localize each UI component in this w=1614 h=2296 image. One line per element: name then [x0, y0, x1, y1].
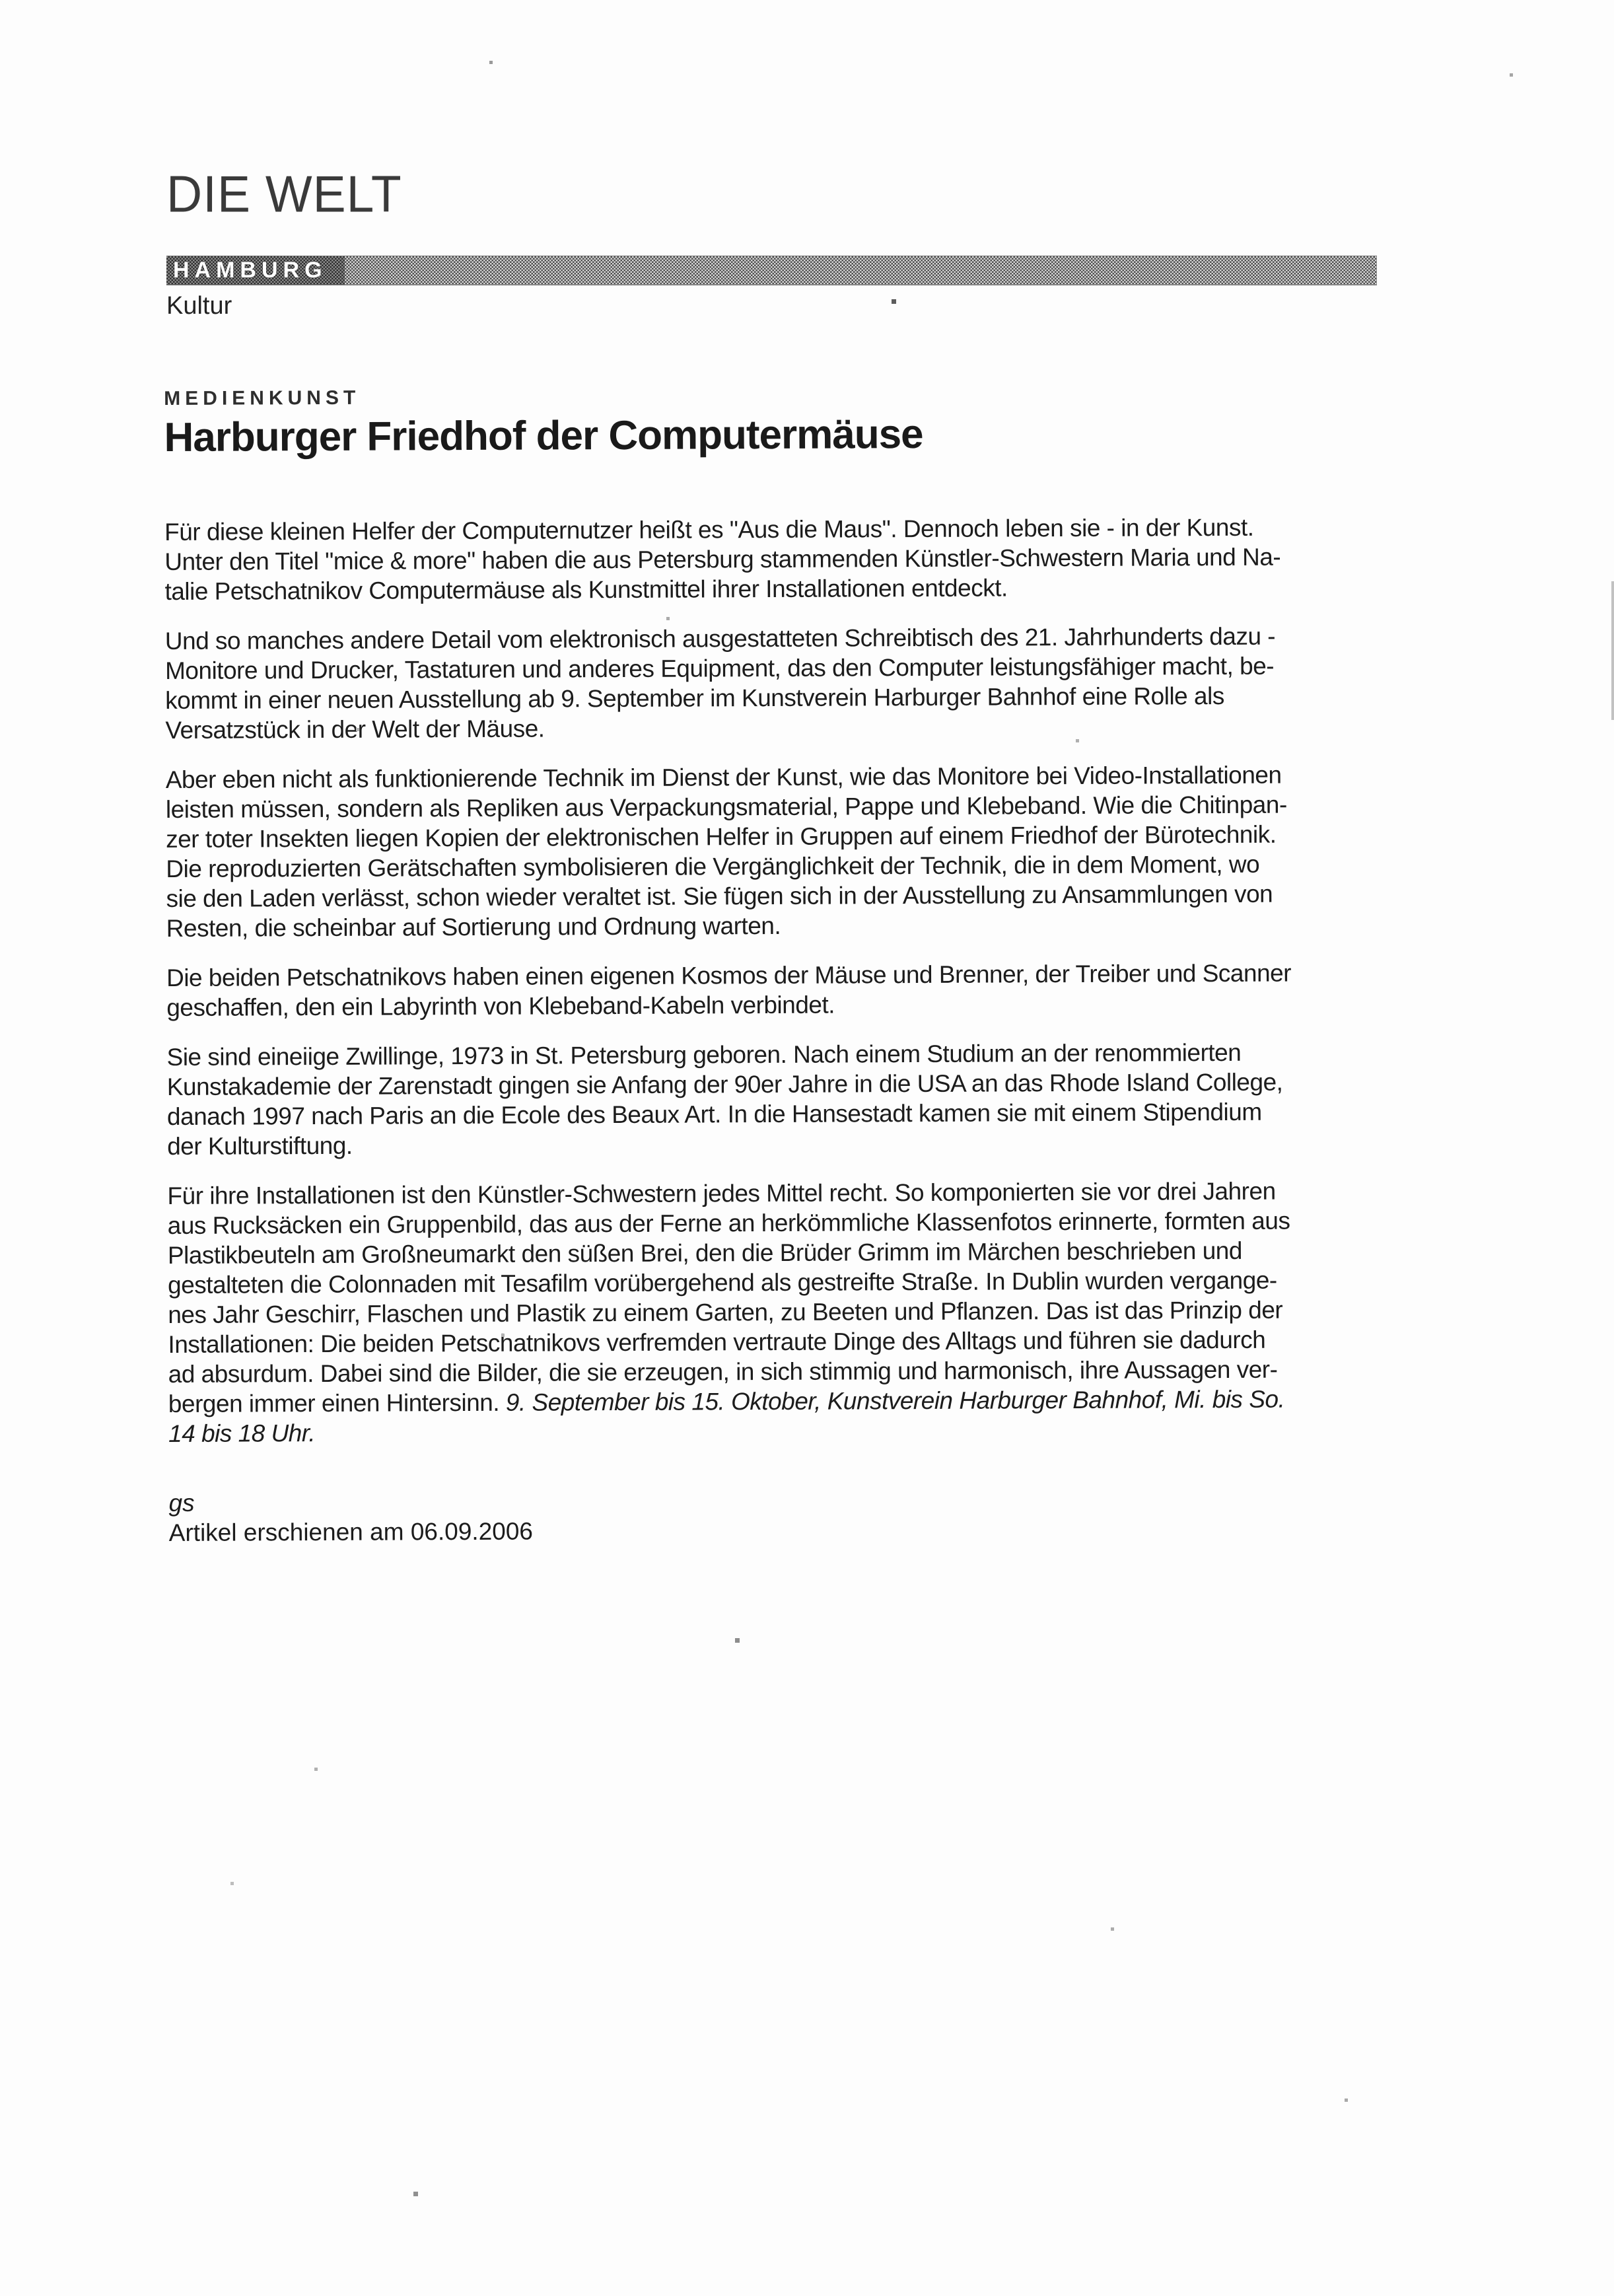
article-paragraph-text: Für ihre Installationen ist den Künstler-Schwestern jedes Mittel recht. So komponierten sie vor drei Jahren aus Rucksäcken ein Gruppenbild, das aus der Ferne an herkömmliche Klassenfotos erinnerte, formten aus Plastikbeuteln am Großneumarkt den süßen Brei, den die Brüder Grimm im Märchen beschrieben und gestalteten die Colonnaden mit Tesafilm vorübergehend als gestreifte Straße. In Dublin wurden vergange- nes Jahr Geschirr, Flaschen und Plastik zu einem Garten, zu Beeten und Pflanzen. Das ist das Prinzip der Installationen: Die beiden Petschatnikovs verfremden vertraute Dinge des Alltags und führen sie dadurch ad absurdum. Dabei sind die Bilder, die sie erzeugen, in sich stimmig und harmonisch, ihre Aussagen ver- bergen immer einen Hintersinn.	[167, 1177, 1290, 1417]
scan-edge-artifact	[1611, 581, 1614, 720]
published-line: Artikel erschienen am 06.09.2006	[168, 1517, 534, 1546]
article-footer	[168, 1483, 1426, 1548]
author-initials: gs	[168, 1489, 195, 1517]
scan-speckles	[0, 0, 2, 2]
article-paragraph: Die beiden Petschatnikovs haben einen eigenen Kosmos der Mäuse und Brenner, der Treiber und Scanner geschaffen, den ein Labyrinth von Klebeband-Kabeln verbindet.	[166, 959, 1292, 1021]
section-banner-label: HAMBURG	[166, 256, 345, 285]
article-body	[164, 512, 1426, 1449]
article-closing-paragraph	[167, 1176, 1426, 1449]
article-paragraph: Und so manches andere Detail vom elektronisch ausgestatteten Schreibtisch des 21. Jahrhunderts dazu - Monitore und Drucker, Tastaturen und anderes Equipment, das den Computer leistungsfähiger macht, be- kommt in einer neuen Ausstellung ab 9. September im Kunstverein Harburger Bahnhof eine Rolle als Versatzstück in der Welt der Mäuse.	[164, 622, 1276, 744]
exhibition-info: 9. September bis 15. Oktober, Kunstverein Harburger Bahnhof, Mi. bis So. 14 bis 18 Uhr.	[168, 1385, 1285, 1447]
section-label: Kultur	[166, 292, 232, 320]
section-banner	[166, 256, 1377, 285]
newspaper-masthead: DIE WELT	[166, 164, 402, 223]
article-paragraph: Für diese kleinen Helfer der Computernutzer heißt es "Aus die Maus". Dennoch leben sie - in der Kunst. Unter den Titel "mice & more" haben die aus Petersburg stammenden Künstler-Schwestern Maria und Na- talie Petschatnikov Computermäuse als Kunstmittel ihrer Installationen entdeckt.	[164, 513, 1281, 606]
page-header	[166, 164, 1614, 321]
article	[164, 382, 1427, 1548]
article-kicker: MEDIENKUNST	[164, 386, 361, 410]
article-paragraph: Sie sind eineiige Zwillinge, 1973 in St. Petersburg geboren. Nach einem Studium an der renommierten Kunstakademie der Zarenstadt gingen sie Anfang der 90er Jahre in die USA an das Rhode Island College, danach 1997 nach Paris an die Ecole des Beaux Art. In die Hansestadt kamen sie mit einem Stipendium der Kulturstiftung.	[166, 1038, 1283, 1160]
article-paragraph: Aber eben nicht als funktionierende Technik im Dienst der Kunst, wie das Monitore bei Video-Installationen leisten müssen, sondern als Repliken aus Verpackungsmaterial, Pappe und Klebeband. Wie die Chitinpan- zer toter Insekten liegen Kopien der elektronischen Helfer in Gruppen auf einem Friedhof der Bürotechnik. Die reproduzierten Gerätschaften symbolisieren die Vergänglichkeit der Technik, die in dem Moment, wo sie den Laden verlässt, schon wieder veraltet ist. Sie fügen sich in der Ausstellung zu Ansammlungen von Resten, die scheinbar auf Sortierung und Ordnung warten.	[165, 761, 1287, 943]
article-headline: Harburger Friedhof der Computermäuse	[164, 411, 923, 461]
